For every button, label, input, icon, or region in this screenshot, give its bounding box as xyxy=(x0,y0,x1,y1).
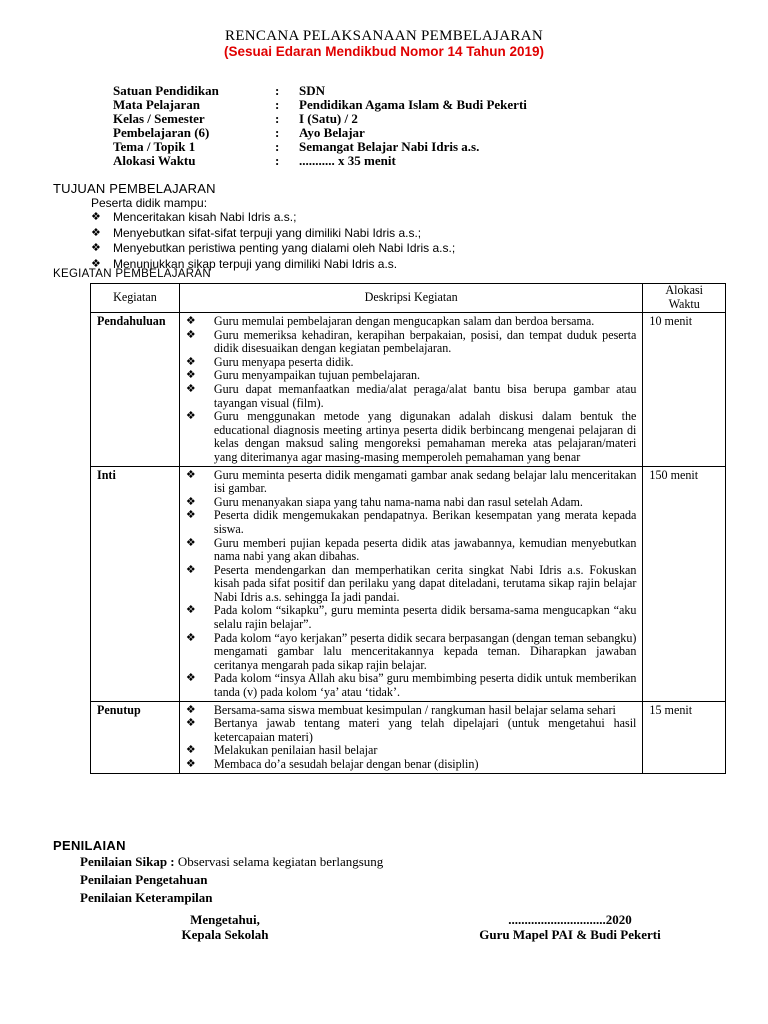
activity-list xyxy=(180,313,643,466)
activity-table xyxy=(90,283,726,774)
activity-text: Guru dapat memanfaatkan media/alat peraga/alat bantu bisa berupa gambar atau tayangan visual (film). xyxy=(213,381,637,410)
identity-colon: : xyxy=(275,83,280,98)
activity-item xyxy=(180,758,637,772)
penilaian-pengetahuan xyxy=(80,871,383,889)
header-kegiatan: Kegiatan xyxy=(91,284,180,313)
penilaian-sikap xyxy=(80,853,383,871)
identity-key: Kelas / Semester xyxy=(113,111,205,126)
identity-colon: : xyxy=(275,139,280,154)
identity-colon: : xyxy=(275,125,280,140)
activity-item xyxy=(180,604,637,631)
diamond-bullet-icon: ❖ xyxy=(91,257,101,270)
diamond-bullet-icon: ❖ xyxy=(185,758,196,770)
penilaian-sikap-value: Observasi selama kegiatan berlangsung xyxy=(174,854,384,869)
activity-item xyxy=(180,744,637,758)
identity-row xyxy=(113,140,527,154)
penilaian-heading: PENILAIAN xyxy=(53,838,126,853)
signature-left xyxy=(175,912,275,942)
activity-text: Peserta mendengarkan dan memperhatikan cerita singkat Nabi Idris a.s. Fokuskan kisah pada sifat positif dan perilaku yang dapat diteladani, terutama sikap rajin belajar Nabi Idris a.s. sehingga Ia jadi pandai. xyxy=(213,562,637,604)
activity-text: Bertanya jawab tentang materi yang telah dipelajari (untuk mengetahui hasil ketercapaian materi) xyxy=(213,716,637,744)
list-item-text: Menyebutkan peristiwa penting yang dialami oleh Nabi Idris a.s.; xyxy=(113,241,456,255)
phase-description xyxy=(179,701,643,773)
diamond-bullet-icon: ❖ xyxy=(185,369,196,382)
signature-right-line2: Guru Mapel PAI & Budi Pekerti xyxy=(479,927,661,942)
activity-text: Guru meminta peserta didik mengamati gambar anak sedang belajar lalu menceritakan isi gambar. xyxy=(213,467,637,496)
activity-item xyxy=(180,329,637,356)
document-subtitle: (Sesuai Edaran Mendikbud Nomor 14 Tahun 2019) xyxy=(223,44,545,59)
activity-item xyxy=(180,672,637,699)
activity-text: Guru menggunakan metode yang digunakan adalah diskusi dalam bentuk the educational diagnosis meeting artinya peserta didik berbincang mengenai pelajaran di kelas dengan maksud saling mengoreksi pemahaman mereka atas pelajaran/materi yang diterimanya agar masing-masing memperoleh pemahaman yang benar xyxy=(213,409,637,464)
signature-left-line1: Mengetahui, xyxy=(190,912,260,927)
activity-item xyxy=(180,383,637,410)
identity-row xyxy=(113,154,527,168)
identity-value: I (Satu) / 2 xyxy=(299,111,358,126)
table-row xyxy=(91,313,726,467)
diamond-bullet-icon: ❖ xyxy=(185,631,196,644)
activity-text: Guru menyampaikan tujuan pembelajaran. xyxy=(213,368,421,383)
activity-text: Bersama-sama siswa membuat kesimpulan / rangkuman hasil belajar selama sehari xyxy=(213,702,616,717)
activity-item xyxy=(180,537,637,564)
header-deskripsi: Deskripsi Kegiatan xyxy=(179,284,643,313)
activity-item xyxy=(180,469,637,496)
activity-text: Guru memeriksa kehadiran, kerapihan berpakaian, posisi, dan tempat duduk peserta didik disesuaikan dengan kegiatan pembelajaran. xyxy=(213,327,637,356)
phase-name: Penutup xyxy=(91,701,180,773)
activity-item xyxy=(180,369,637,383)
penilaian-keterampilan xyxy=(80,889,383,907)
diamond-bullet-icon: ❖ xyxy=(185,410,196,423)
identity-value: Semangat Belajar Nabi Idris a.s. xyxy=(299,139,480,154)
identity-key: Satuan Pendidikan xyxy=(113,83,219,98)
list-item xyxy=(91,210,455,226)
activity-text: Guru menyapa peserta didik. xyxy=(213,354,354,369)
phase-time: 10 menit xyxy=(643,313,726,467)
list-item xyxy=(91,241,455,257)
activity-item xyxy=(180,704,637,718)
activity-item xyxy=(180,717,637,744)
identity-value: ........... x 35 menit xyxy=(299,153,396,168)
phase-time: 15 menit xyxy=(643,701,726,773)
list-item-text: Menceritakan kisah Nabi Idris a.s.; xyxy=(113,210,297,224)
identity-row xyxy=(113,112,527,126)
activity-text: Peserta didik mengemukakan pendapatnya. Berikan kesempatan yang merata kepada siswa. xyxy=(213,508,637,536)
diamond-bullet-icon: ❖ xyxy=(185,355,196,368)
table-header-row xyxy=(91,284,726,313)
identity-colon: : xyxy=(275,153,280,168)
signature-left-line2: Kepala Sekolah xyxy=(181,927,269,942)
diamond-bullet-icon: ❖ xyxy=(185,672,196,685)
phase-description xyxy=(179,466,643,701)
diamond-bullet-icon: ❖ xyxy=(185,536,196,549)
phase-description xyxy=(179,313,643,467)
penilaian-sikap-label: Penilaian Sikap : xyxy=(80,854,175,869)
identity-key: Pembelajaran (6) xyxy=(113,125,210,140)
diamond-bullet-icon: ❖ xyxy=(185,315,196,327)
document-title: RENCANA PELAKSANAAN PEMBELAJARAN xyxy=(225,28,543,44)
identity-block xyxy=(113,84,527,168)
phase-name: Inti xyxy=(91,466,180,701)
list-item-text: Menyebutkan sifat-sifat terpuji yang dimiliki Nabi Idris a.s.; xyxy=(113,225,422,240)
identity-colon: : xyxy=(275,111,280,126)
activity-item xyxy=(180,356,637,370)
activity-item xyxy=(180,564,637,605)
penilaian-pengetahuan-label: Penilaian Pengetahuan xyxy=(80,872,208,887)
identity-row xyxy=(113,98,527,112)
identity-value: SDN xyxy=(299,83,326,98)
header-alokasi-line2: Waktu xyxy=(668,297,700,311)
identity-key: Tema / Topik 1 xyxy=(113,139,196,154)
activity-text: Pada kolom “insya Allah aku bisa” guru membimbing peserta didik untuk memberikan tanda (v) pada kolom ‘ya’ atau ‘tidak’. xyxy=(213,671,637,700)
tujuan-heading: TUJUAN PEMBELAJARAN xyxy=(53,181,216,196)
phase-name: Pendahuluan xyxy=(91,313,180,467)
activity-item xyxy=(180,509,637,536)
kegiatan-heading: KEGIATAN PEMBELAJARAN xyxy=(53,268,211,280)
identity-value: Pendidikan Agama Islam & Budi Pekerti xyxy=(299,97,527,112)
activity-list xyxy=(180,702,643,773)
diamond-bullet-icon: ❖ xyxy=(185,382,196,395)
list-item xyxy=(91,226,455,242)
activity-item xyxy=(180,315,637,329)
diamond-bullet-icon: ❖ xyxy=(185,717,196,730)
activity-item xyxy=(180,632,637,673)
activity-list xyxy=(180,467,643,701)
diamond-bullet-icon: ❖ xyxy=(91,242,101,254)
phase-time: 150 menit xyxy=(643,466,726,701)
diamond-bullet-icon: ❖ xyxy=(185,468,196,481)
table-row xyxy=(91,466,726,701)
identity-row xyxy=(113,84,527,98)
identity-row xyxy=(113,126,527,140)
activity-text: Melakukan penilaian hasil belajar xyxy=(213,743,378,758)
activity-text: Pada kolom “sikapku”, guru meminta peserta didik bersama-sama mengucapkan “aku selalu rajin belajar”. xyxy=(213,603,637,632)
identity-key: Mata Pelajaran xyxy=(113,97,201,112)
activity-text: Membaca do’a sesudah belajar dengan benar (disiplin) xyxy=(213,757,479,771)
identity-colon: : xyxy=(275,97,280,112)
diamond-bullet-icon: ❖ xyxy=(185,495,196,508)
activity-item xyxy=(180,410,637,464)
penilaian-block xyxy=(80,853,383,907)
identity-value: Ayo Belajar xyxy=(299,125,365,140)
tujuan-list xyxy=(91,210,455,272)
activity-text: Guru memberi pujian kepada peserta didik atas jawabannya, kemudian menyebutkan nama nabi yang akan dibahas. xyxy=(213,535,637,564)
diamond-bullet-icon: ❖ xyxy=(185,703,196,716)
activity-item xyxy=(180,496,637,510)
table-row xyxy=(91,701,726,773)
diamond-bullet-icon: ❖ xyxy=(185,509,196,522)
activity-text: Guru menanyakan siapa yang tahu nama-nama nabi dan rasul setelah Adam. xyxy=(213,494,583,509)
diamond-bullet-icon: ❖ xyxy=(185,744,196,757)
signature-date: ..............................2020 xyxy=(508,912,632,927)
penilaian-keterampilan-label: Penilaian Keterampilan xyxy=(80,890,213,905)
identity-key: Alokasi Waktu xyxy=(113,153,196,168)
diamond-bullet-icon: ❖ xyxy=(91,211,101,223)
activity-text: Pada kolom “ayo kerjakan” peserta didik secara berpasangan (dengan teman sebangku) mengamati gambar lalu menceritakannya kepada teman. Diharapkan jawaban ceritanya mengarah pada sikap rajin belajar. xyxy=(213,630,637,672)
diamond-bullet-icon: ❖ xyxy=(91,226,101,239)
header-alokasi xyxy=(643,284,726,313)
signature-right xyxy=(460,912,680,942)
header-alokasi-line1: Alokasi xyxy=(665,283,704,298)
diamond-bullet-icon: ❖ xyxy=(185,328,196,341)
diamond-bullet-icon: ❖ xyxy=(185,563,196,576)
tujuan-intro: Peserta didik mampu: xyxy=(91,196,208,210)
diamond-bullet-icon: ❖ xyxy=(185,604,196,617)
list-item-text: Menunjukkan sikap terpuji yang dimiliki Nabi Idris a.s. xyxy=(113,256,398,271)
activity-text: Guru memulai pembelajaran dengan mengucapkan salam dan berdoa bersama. xyxy=(213,314,595,328)
